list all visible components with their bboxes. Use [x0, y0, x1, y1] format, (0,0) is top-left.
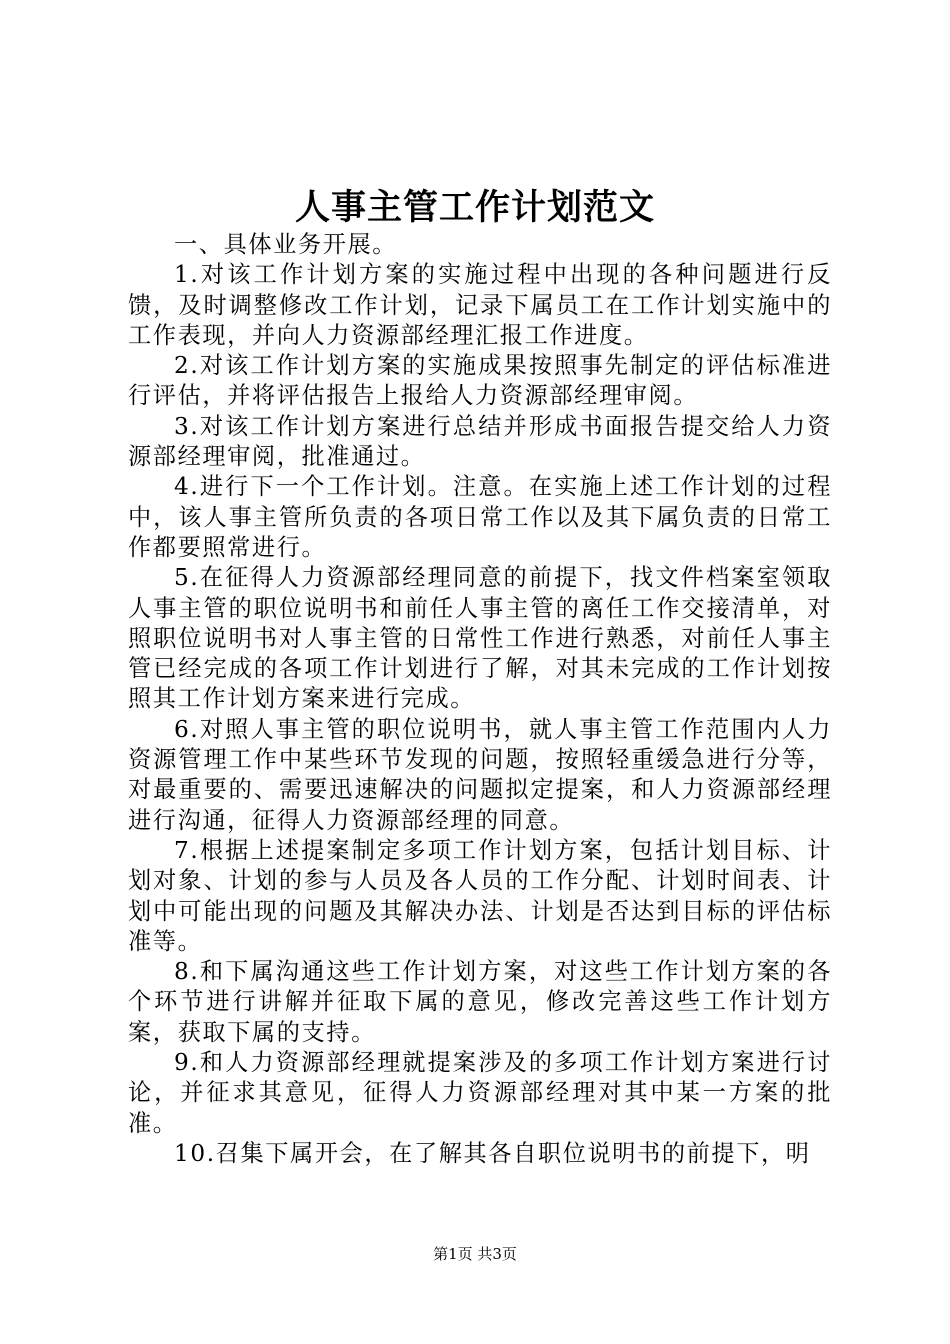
paragraph-item-9: 9.和人力资源部经理就提案涉及的多项工作计划方案进行讨论，并征求其意见，征得人力资源部经理对其中某一方案的批准。 [128, 1049, 832, 1137]
page-footer: 第1页 共3页 [433, 1245, 517, 1263]
paragraph-item-2: 2.对该工作计划方案的实施成果按照事先制定的评估标准进行评估，并将评估报告上报给人力资源部经理审阅。 [128, 352, 832, 410]
paragraph-item-3: 3.对该工作计划方案进行总结并形成书面报告提交给人力资源部经理审阅，批准通过。 [128, 412, 832, 471]
paragraph-item-1: 1.对该工作计划方案的实施过程中出现的各种问题进行反馈，及时调整修改工作计划，记录下属员工在工作计划实施中的工作表现，并向人力资源部经理汇报工作进度。 [128, 261, 832, 349]
paragraph-section-heading: 一、具体业务开展。 [174, 231, 398, 258]
paragraph-item-7: 7.根据上述提案制定多项工作计划方案，包括计划目标、计划对象、计划的参与人员及各人员的工作分配、计划时间表、计划中可能出现的问题及其解决办法、计划是否达到目标的评估标准等。 [128, 836, 832, 955]
paragraph-item-10: 10.召集下属开会，在了解其各自职位说明书的前提下，明 [174, 1139, 811, 1167]
document-title: 人事主管工作计划范文 [294, 187, 655, 228]
paragraph-item-6: 6.对照人事主管的职位说明书，就人事主管工作范围内人力资源管理工作中某些环节发现的问题，按照轻重缓急进行分等，对最重要的、需要迅速解决的问题拟定提案，和人力资源部经理进行沟通，征得人力资源部经理的同意。 [128, 715, 832, 834]
paragraph-item-4: 4.进行下一个工作计划。注意。在实施上述工作计划的过程中，该人事主管所负责的各项日常工作以及其下属负责的日常工作都要照常进行。 [128, 473, 832, 561]
paragraph-item-5: 5.在征得人力资源部经理同意的前提下，找文件档案室领取人事主管的职位说明书和前任人事主管的离任工作交接清单，对照职位说明书对人事主管的日常性工作进行熟悉，对前任人事主管已经完成的各项工作计划进行了解，对其未完成的工作计划按照其工作计划方案来进行完成。 [128, 564, 832, 713]
paragraph-item-8: 8.和下属沟通这些工作计划方案，对这些工作计划方案的各个环节进行讲解并征取下属的意见，修改完善这些工作计划方案，获取下属的支持。 [128, 958, 832, 1046]
document-body [128, 230, 832, 1169]
